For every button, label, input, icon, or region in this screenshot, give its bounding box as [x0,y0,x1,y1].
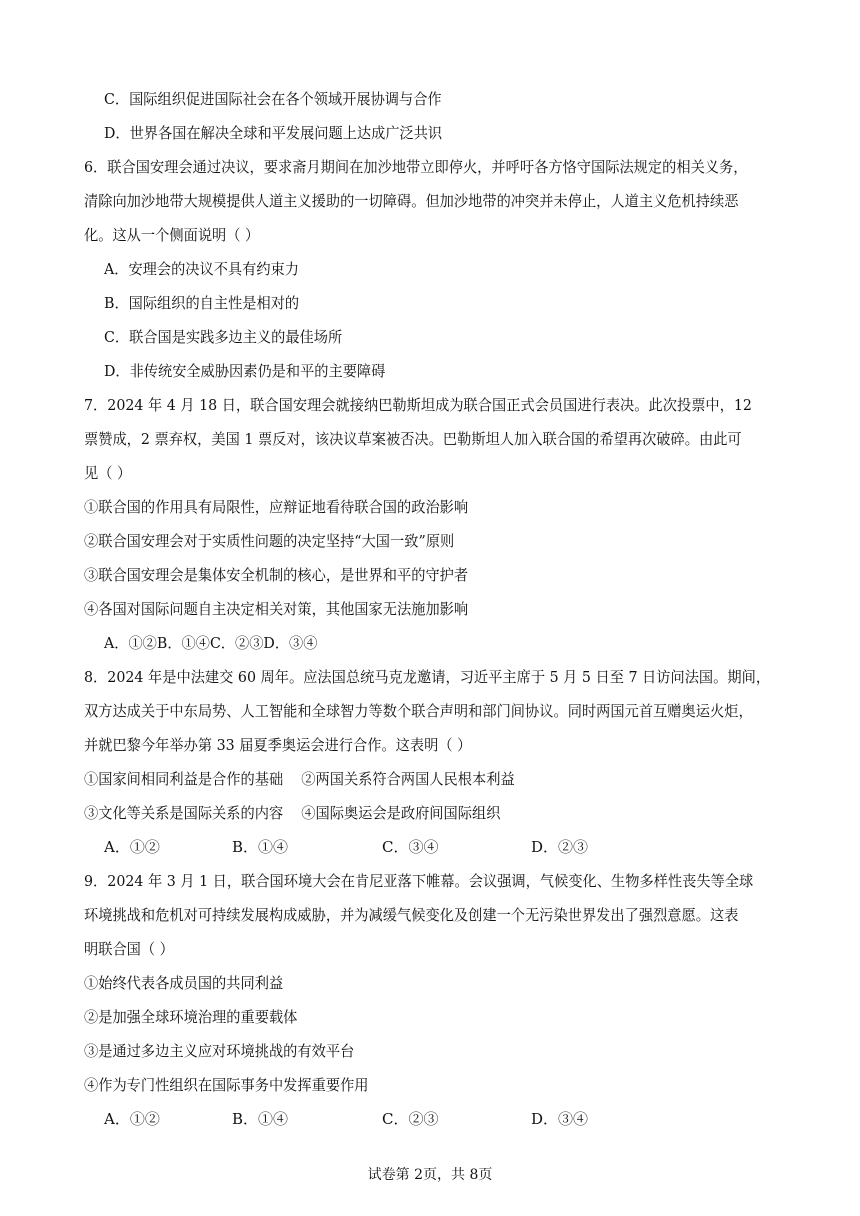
q5-option-d: D．世界各国在解决全球和平发展问题上达成广泛共识 [104,124,443,142]
q7-item-3: ③联合国安理会是集体安全机制的核心，是世界和平的守护者 [84,566,469,584]
q9-stem-line-3: 明联合国（ ） [84,940,174,958]
q9-item-1: ①始终代表各成员国的共同利益 [84,974,284,992]
q7-stem-line-2: 票赞成，2 票弃权，美国 1 票反对，该决议草案被否决。巴勒斯坦人加入联合国的希望再次破碎。由此可 [84,430,742,448]
q9-item-3: ③是通过多边主义应对环境挑战的有效平台 [84,1042,355,1060]
q7-item-2: ②联合国安理会对于实质性问题的决定坚持“大国一致”原则 [84,532,455,550]
q8-option-c: C．③④ [382,838,439,856]
q8-option-a: A．①② [104,838,160,856]
q9-stem-line-1: 9．2024 年 3 月 1 日，联合国环境大会在肯尼亚落下帷幕。会议强调，气候变化、生物多样性丧失等全球 [84,872,754,890]
q9-option-d: D．③④ [531,1110,589,1128]
page-footer: 试卷第 2页，共 8页 [367,1167,493,1183]
q6-option-d: D．非传统安全威胁因素仍是和平的主要障碍 [104,362,386,380]
q8-stem-line-2: 双方达成关于中东局势、人工智能和全球智力等数个联合声明和部门间协议。同时两国元首互赠奥运火炬， [84,702,753,720]
q6-option-b: B．国际组织的自主性是相对的 [104,294,300,312]
q8-stem-line-3: 并就巴黎今年举办第 33 届夏季奥运会进行合作。这表明（ ） [84,736,472,754]
q8-option-d: D．②③ [531,838,589,856]
q6-stem-line-1: 6．联合国安理会通过决议，要求斋月期间在加沙地带立即停火，并呼吁各方恪守国际法规定的相关义务， [84,158,748,176]
q7-stem-line-3: 见（ ） [84,464,132,482]
q9-option-b: B．①④ [232,1110,289,1128]
q5-option-c: C．国际组织促进国际社会在各个领域开展协调与合作 [104,90,442,108]
q8-items-row-1: ①国家间相同利益是合作的基础 ②两国关系符合两国人民根本利益 [84,770,515,788]
q9-option-c: C．②③ [382,1110,439,1128]
q8-stem-line-1: 8．2024 年是中法建交 60 周年。应法国总统马克龙邀请，习近平主席于 5 月 5 日至 7 日访问法国。期间， [84,668,771,686]
q6-stem-line-3: 化。这从一个侧面说明（ ） [84,226,260,244]
q7-answer-options: A．①②B．①④C．②③D．③④ [104,634,318,652]
q8-items-row-2: ③文化等关系是国际关系的内容 ④国际奥运会是政府间国际组织 [84,804,501,822]
q9-item-4: ④作为专门性组织在国际事务中发挥重要作用 [84,1076,369,1094]
q6-stem-line-2: 清除向加沙地带大规模提供人道主义援助的一切障碍。但加沙地带的冲突并未停止，人道主义危机持续恶 [84,192,739,210]
q6-option-c: C．联合国是实践多边主义的最佳场所 [104,328,343,346]
q9-item-2: ②是加强全球环境治理的重要载体 [84,1008,298,1026]
q9-stem-line-2: 环境挑战和危机对可持续发展构成威胁，并为减缓气候变化及创建一个无污染世界发出了强烈意愿。这表 [84,906,739,924]
q7-item-4: ④各国对国际问题自主决定相关对策，其他国家无法施加影响 [84,600,469,618]
q7-stem-line-1: 7．2024 年 4 月 18 日，联合国安理会就接纳巴勒斯坦成为联合国正式会员国进行表决。此次投票中，12 [84,396,752,414]
q7-item-1: ①联合国的作用具有局限性，应辩证地看待联合国的政治影响 [84,498,469,516]
q8-option-b: B．①④ [232,838,289,856]
q9-option-a: A．①② [104,1110,160,1128]
q6-option-a: A．安理会的决议不具有约束力 [104,260,299,278]
